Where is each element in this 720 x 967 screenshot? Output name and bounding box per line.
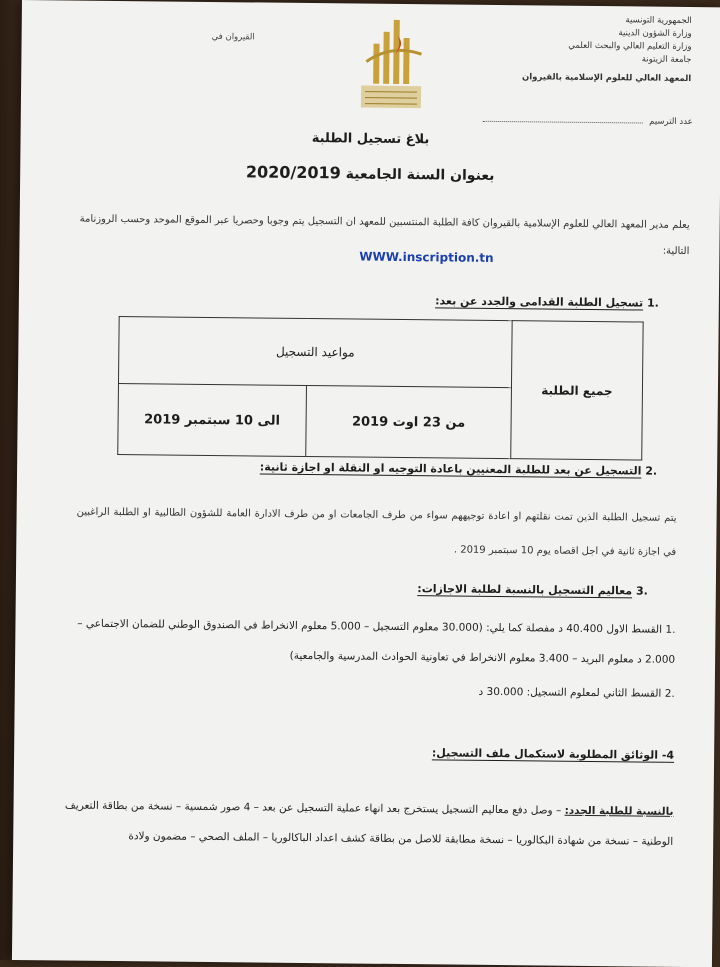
academic-year-label: بعنوان السنة الجامعية [345,166,495,184]
section-1-title: تسجيل الطلبة القدامى والجدد عن بعد: [435,294,644,310]
fee-item [55,608,676,674]
fee-item-text: القسط الثاني لمعلوم التسجيل: 30.000 د [478,685,662,700]
section-4-text [53,790,674,856]
registration-schedule-table [117,316,643,460]
section-3-title: معاليم التسجيل بالنسبة لطلبة الاجازات: [417,582,633,598]
academic-year-line [20,160,720,186]
section-3-heading [417,582,648,597]
intro-paragraph: يعلم مدير المعهد العالي للعلوم الإسلامية بالقيروان كافة الطلبة المنتسبين للمعهد ان التسجيل يتم وجوبا وحصريا عبر الموقع الموحد وحسب الروزنامة التالية: [79,213,690,258]
schedule-from-cell: من 23 اوت 2019 [306,386,512,459]
header-line: وزارة الشؤون الدينية [618,28,692,40]
fee-item [55,672,675,708]
header-line: المعهد العالي للعلوم الإسلامية بالقيروان [521,72,692,85]
section-4-heading [432,746,674,762]
schedule-header-cell: مواعيد التسجيل [118,317,512,388]
institute-logo [351,13,432,114]
section-1-heading [435,294,659,309]
section-1-number: .1 [646,296,659,310]
reference-label: عدد الترسيم [649,116,693,128]
schedule-to-cell: الى 10 سبتمبر 2019 [118,384,307,457]
required-documents-list: – وصل دفع معاليم التسجيل يستخرج بعد انهاء عملية التسجيل عن بعد – 4 صور شمسية – نسخة من بطاقة التعريف الوطنية – نسخة من شهادة البكالوريا – نسخة مطابقة للاصل من بطاقة كشف اعداد الباكالوريا – الملف الصحي – مضمون ولادة [64,799,674,848]
fee-item-number: .2 [664,687,675,700]
header-institution-block [522,13,692,86]
reference-number [482,115,692,127]
header-line: الجمهورية التونسية [625,15,692,27]
fee-item-text: القسط الاول 40.400 د مفصلة كما يلي: (30.000 معلوم التسجيل – 5.000 معلوم الانخراط في الصندوق الوطني للضمان الاجتماعي – 2.000 د معلوم البريد – 3.400 معلوم الانخراط في تعاونية الحوادث المدرسية والجامعية) [77,617,676,666]
section-3-fees [55,608,676,712]
section-2-number: .2 [645,464,658,478]
header-line: وزارة التعليم العالي والبحث العلمي [568,40,692,53]
place-date-label: القيروان في [211,31,255,43]
section-2-heading [260,461,657,478]
section-4-title: 4- الوثائق المطلوبة لاستكمال ملف التسجيل: [431,746,675,762]
section-2-text: يتم تسجيل الطلبة الذين تمت نقلتهم او اعادة توجيههم سواء من طرف الجامعات او من طرف الادارة العامة للشؤون الطالبية او الطلبة الراغبين في اجازة ثانية في اجل اقصاه يوم 10 سبتمبر 2019 . [76,506,677,558]
section-3-number: .3 [635,584,648,598]
all-students-cell: جميع الطلبة [511,321,643,460]
new-students-label: بالنسبة للطلبة الجدد: [564,804,674,818]
document-page [12,0,720,967]
fee-item-number: .1 [665,623,676,636]
header-line: جامعة الزيتونة [641,54,692,66]
notice-title: بلاغ تسجيل الطلبة [311,131,430,148]
reference-blank [482,121,642,124]
section-2-title: التسجيل عن بعد للطلبة المعنيين باعادة التوجيه او النقلة او اجازة ثانية: [259,460,642,478]
academic-year-value: 2020/2019 [245,162,341,183]
registration-url: WWW.inscription.tn [359,249,494,265]
